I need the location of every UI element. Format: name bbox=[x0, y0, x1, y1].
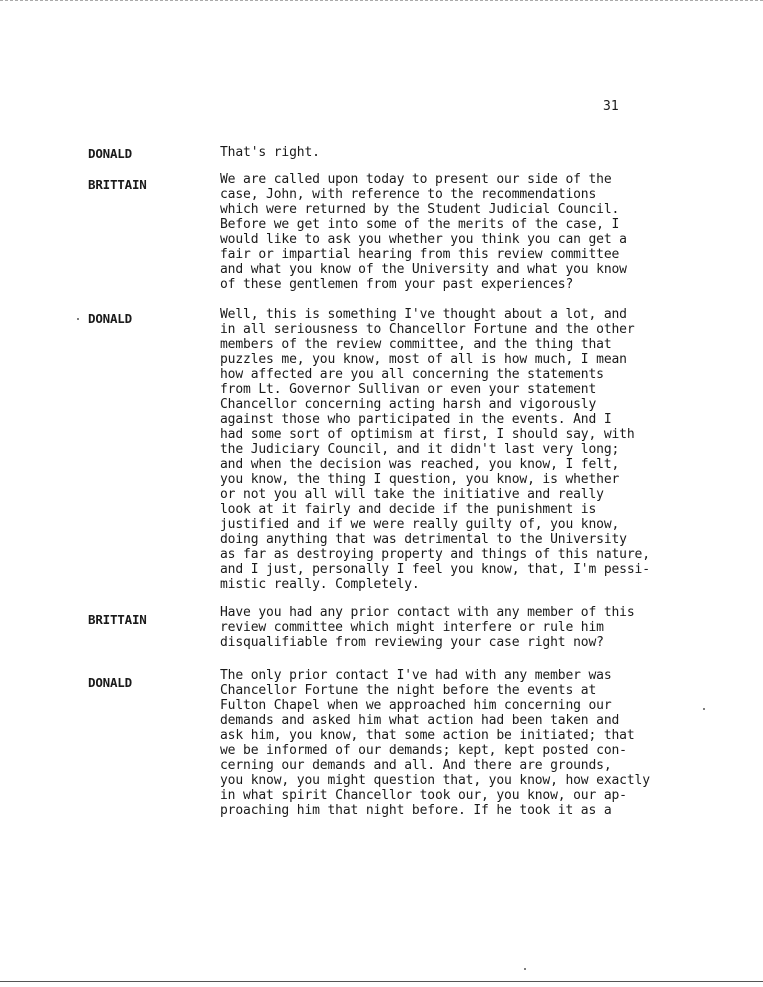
speech-line: demands and asked him what action had been taken and bbox=[220, 713, 620, 728]
scan-bottom-edge bbox=[0, 981, 763, 982]
speech-line: proaching him that night before. If he took it as a bbox=[220, 803, 612, 818]
page-number: 31 bbox=[603, 99, 619, 114]
speech-line: we be informed of our demands; kept, kept posted con- bbox=[220, 743, 627, 758]
speech-line: Well, this is something I've thought about a lot, and bbox=[220, 307, 627, 322]
speech-text bbox=[220, 605, 700, 650]
speech-line: and when the decision was reached, you know, I felt, bbox=[220, 457, 620, 472]
speech-line: disqualifiable from reviewing your case right now? bbox=[220, 635, 604, 650]
speaker-label: DONALD bbox=[88, 311, 132, 326]
speech-line: cerning our demands and all. And there are grounds, bbox=[220, 758, 612, 773]
speech-line: as far as destroying property and things of this nature, bbox=[220, 547, 650, 562]
speech-line: you know, you might question that, you know, how exactly bbox=[220, 773, 650, 788]
speech-line: against those who participated in the events. And I bbox=[220, 412, 612, 427]
speech-line: of these gentlemen from your past experiences? bbox=[220, 277, 574, 292]
scan-speck bbox=[703, 708, 705, 710]
speech-line: We are called upon today to present our side of the bbox=[220, 172, 612, 187]
speech-line: Chancellor Fortune the night before the events at bbox=[220, 683, 597, 698]
speech-line: Fulton Chapel when we approached him concerning our bbox=[220, 698, 612, 713]
speaker-label: BRITTAIN bbox=[88, 612, 147, 627]
speech-line: case, John, with reference to the recommendations bbox=[220, 187, 597, 202]
speech-line: review committee which might interfere or rule him bbox=[220, 620, 604, 635]
speech-line: justified and if we were really guilty of, you know, bbox=[220, 517, 620, 532]
speech-text bbox=[220, 668, 700, 818]
speech-line: doing anything that was detrimental to the University bbox=[220, 532, 627, 547]
speech-line: Have you had any prior contact with any member of this bbox=[220, 605, 635, 620]
speech-line: in what spirit Chancellor took our, you know, our ap- bbox=[220, 788, 627, 803]
speech-line: the Judiciary Council, and it didn't last very long; bbox=[220, 442, 620, 457]
speech-line: from Lt. Governor Sullivan or even your statement bbox=[220, 382, 597, 397]
speech-text bbox=[220, 307, 700, 592]
speech-line: which were returned by the Student Judicial Council. bbox=[220, 202, 620, 217]
speech-line: Before we get into some of the merits of the case, I bbox=[220, 217, 620, 232]
speech-line: ask him, you know, that some action be initiated; that bbox=[220, 728, 635, 743]
speech-text bbox=[220, 145, 700, 160]
speech-line: fair or impartial hearing from this review committee bbox=[220, 247, 620, 262]
speech-line: puzzles me, you know, most of all is how much, I mean bbox=[220, 352, 627, 367]
speaker-label: BRITTAIN bbox=[88, 177, 147, 192]
speech-line: you know, the thing I question, you know, is whether bbox=[220, 472, 620, 487]
speech-line: The only prior contact I've had with any member was bbox=[220, 668, 612, 683]
speech-line: how affected are you all concerning the statements bbox=[220, 367, 604, 382]
speaker-label: DONALD bbox=[88, 675, 132, 690]
speaker-label: DONALD bbox=[88, 146, 132, 161]
speech-line: and I just, personally I feel you know, that, I'm pessi- bbox=[220, 562, 650, 577]
speech-line: in all seriousness to Chancellor Fortune and the other bbox=[220, 322, 635, 337]
speech-line: Chancellor concerning acting harsh and vigorously bbox=[220, 397, 597, 412]
speech-line: had some sort of optimism at first, I should say, with bbox=[220, 427, 635, 442]
speech-text bbox=[220, 172, 700, 292]
speech-line: or not you all will take the initiative and really bbox=[220, 487, 604, 502]
scan-speck bbox=[77, 318, 79, 320]
speech-line: and what you know of the University and what you know bbox=[220, 262, 627, 277]
speech-line: members of the review committee, and the thing that bbox=[220, 337, 612, 352]
scan-speck bbox=[524, 968, 526, 970]
scan-top-edge bbox=[0, 0, 763, 4]
speech-line: That's right. bbox=[220, 145, 320, 160]
speech-line: look at it fairly and decide if the punishment is bbox=[220, 502, 597, 517]
speech-line: mistic really. Completely. bbox=[220, 577, 420, 592]
speech-line: would like to ask you whether you think you can get a bbox=[220, 232, 627, 247]
